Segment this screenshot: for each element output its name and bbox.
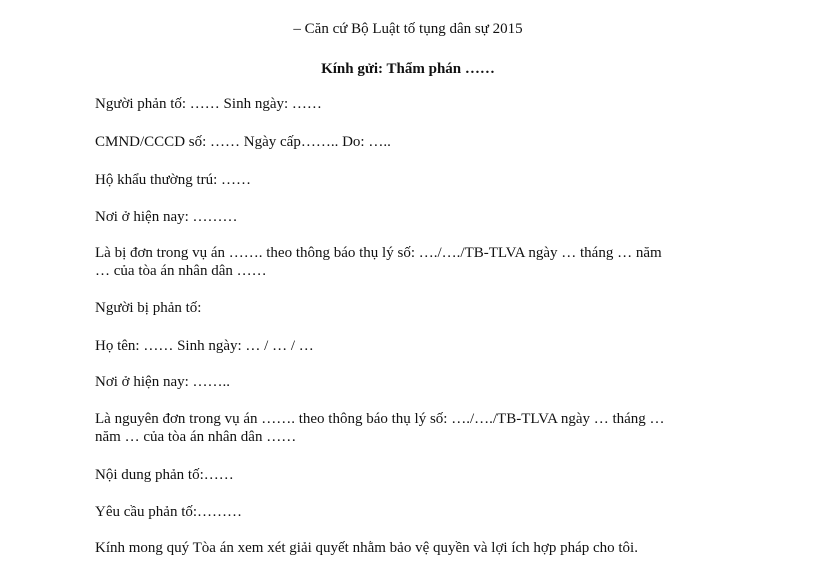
respondent-heading: Người bị phản tố: — [95, 300, 202, 316]
complainant-name-line: Người phản tố: …… Sinh ngày: …… — [95, 96, 322, 112]
complainant-role-line-2: … của tòa án nhân dân …… — [95, 263, 267, 279]
counterclaim-request-line: Yêu cầu phản tố:……… — [95, 504, 243, 520]
respondent-role-line-1: Là nguyên đơn trong vụ án ……. theo thông báo thụ lý số: …./…./TB-TLVA ngày … tháng … — [95, 411, 665, 427]
respondent-role-line-2: năm … của tòa án nhân dân …… — [95, 429, 297, 445]
recipient-heading: Kính gửi: Thẩm phán …… — [321, 61, 495, 77]
legal-basis: – Căn cứ Bộ Luật tố tụng dân sự 2015 — [293, 21, 523, 37]
complainant-residence-line: Nơi ở hiện nay: ……… — [95, 209, 238, 225]
complainant-role-line-1: Là bị đơn trong vụ án ……. theo thông báo thụ lý số: …./…./TB-TLVA ngày … tháng … năm — [95, 245, 662, 261]
counterclaim-content-line: Nội dung phản tố:…… — [95, 467, 234, 483]
respondent-residence-line: Nơi ở hiện nay: …….. — [95, 374, 231, 390]
respondent-name-line: Họ tên: …… Sinh ngày: … / … / … — [95, 338, 314, 354]
complainant-household-line: Hộ khẩu thường trú: …… — [95, 172, 252, 188]
complainant-id-line: CMND/CCCD số: …… Ngày cấp…….. Do: ….. — [95, 134, 391, 150]
closing-line: Kính mong quý Tòa án xem xét giải quyết nhằm bảo vệ quyền và lợi ích hợp pháp cho tôi. — [95, 540, 638, 556]
